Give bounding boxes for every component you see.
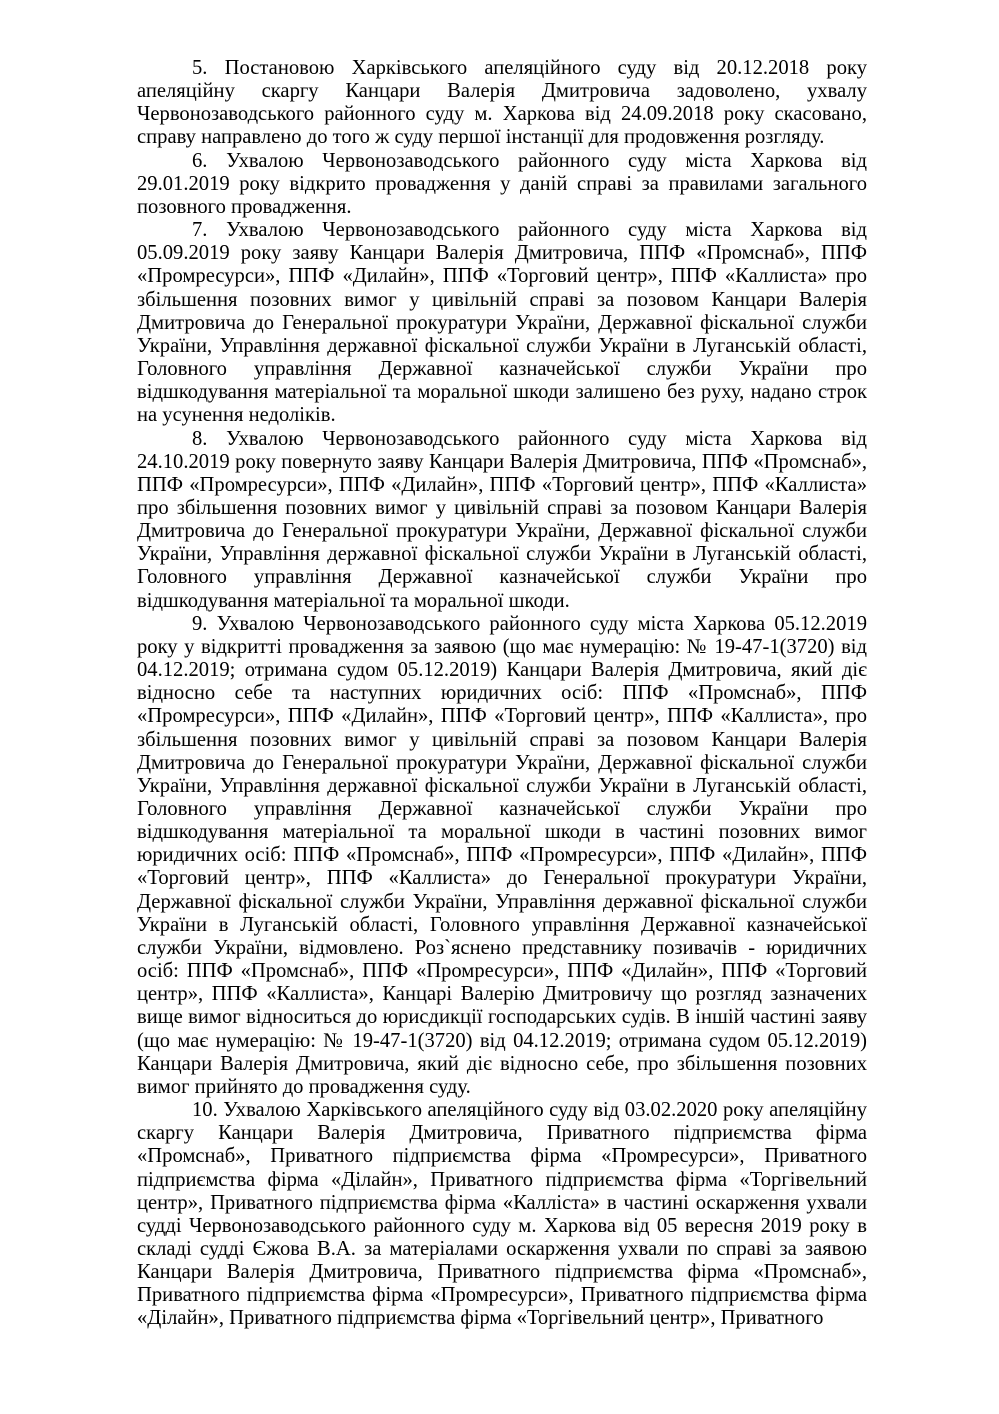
paragraph-7: 7. Ухвалою Червонозаводського районного суду міста Харкова від 05.09.2019 року заяву Канцари Валерія Дмитровича, ППФ «Промснаб», ППФ «Промресурси», ППФ «Дилайн», ППФ «Торговий центр», ППФ «Каллиста» про збільшення позовних вимог у цивільній справі за позовом Канцари Валерія Дмитровича до Генеральної прокуратури України, Державної фіскальної служби України, Управління державної фіскальної служби України в Луганській області, Головного управління Державної казначейської служби України про відшкодування матеріальної та моральної шкоди залишено без руху, надано строк на усунення недоліків. — [137, 219, 867, 427]
paragraph-9: 9. Ухвалою Червонозаводського районного суду міста Харкова 05.12.2019 року у відкритті провадження за заявою (що має нумерацію: № 19-47-1(3720) від 04.12.2019; отримана судом 05.12.2019) Канцари Валерія Дмитровича, який діє відносно себе та наступних юридичних осіб: ППФ «Промснаб», ППФ «Промресурси», ППФ «Дилайн», ППФ «Торговий центр», ППФ «Каллиста», про збільшення позовних вимог у цивільній справі за позовом Канцари Валерія Дмитровича до Генеральної прокуратури України, Державної фіскальної служби України, Управління державної фіскальної служби України в Луганській області, Головного управління Державної казначейської служби України про відшкодування матеріальної та моральної шкоди в частині позовних вимог юридичних осіб: ППФ «Промснаб», ППФ «Промресурси», ППФ «Дилайн», ППФ «Торговий центр», ППФ «Каллиста» до Генеральної прокуратури України, Державної фіскальної служби України, Управління державної фіскальної служби України в Луганській області, Головного управління Державної казначейської служби України, відмовлено. Роз`яснено представнику позивачів - юридичних осіб: ППФ «Промснаб», ППФ «Промресурси», ППФ «Дилайн», ППФ «Торговий центр», ППФ «Каллиста», Канцарі Валерію Дмитровичу що розгляд зазначених вище вимог відноситься до юрисдикції господарських судів. В іншій частині заяву (що має нумерацію: № 19-47-1(3720) від 04.12.2019; отримана судом 05.12.2019) Канцари Валерія Дмитровича, який діє відносно себе, про збільшення позовних вимог прийнято до провадження суду. — [137, 612, 867, 1098]
paragraph-8: 8. Ухвалою Червонозаводського районного суду міста Харкова від 24.10.2019 року повернуто заяву Канцари Валерія Дмитровича, ППФ «Промснаб», ППФ «Промресурси», ППФ «Дилайн», ППФ «Торговий центр», ППФ «Каллиста» про збільшення позовних вимог у цивільній справі за позовом Канцари Валерія Дмитровича до Генеральної прокуратури України, Державної фіскальної служби України, Управління державної фіскальної служби України в Луганській області, Головного управління Державної казначейської служби України про відшкодування матеріальної та моральної шкоди. — [137, 427, 867, 612]
paragraph-10: 10. Ухвалою Харківського апеляційного суду від 03.02.2020 року апеляційну скаргу Канцари Валерія Дмитровича, Приватного підприємства фірма «Промснаб», Приватного підприємства фірма «Промресурси», Приватного підприємства фірма «Ділайн», Приватного підприємства фірма «Торгівельний центр», Приватного підприємства фірма «Калліста» в частині оскарження ухвали судді Червонозаводського районного суду м. Харкова від 05 вересня 2019 року в складі судді Єжова В.А. за матеріалами оскарження ухвали по справі за заявою Канцари Валерія Дмитровича, Приватного підприємства фірма «Промснаб», Приватного підприємства фірма «Промресурси», Приватного підприємства фірма «Ділайн», Приватного підприємства фірма «Торгівельний центр», Приватного — [137, 1099, 867, 1330]
paragraph-5: 5. Постановою Харківського апеляційного суду від 20.12.2018 року апеляційну скаргу Канцари Валерія Дмитровича задоволено, ухвалу Червонозаводського районного суду м. Харкова від 24.09.2018 року скасовано, справу направлено до того ж суду першої інстанції для продовження розгляду. — [137, 57, 867, 149]
paragraph-6: 6. Ухвалою Червонозаводського районного суду міста Харкова від 29.01.2019 року відкрито провадження у даній справі за правилами загального позовного провадження. — [137, 149, 867, 218]
document-body — [137, 57, 867, 1331]
